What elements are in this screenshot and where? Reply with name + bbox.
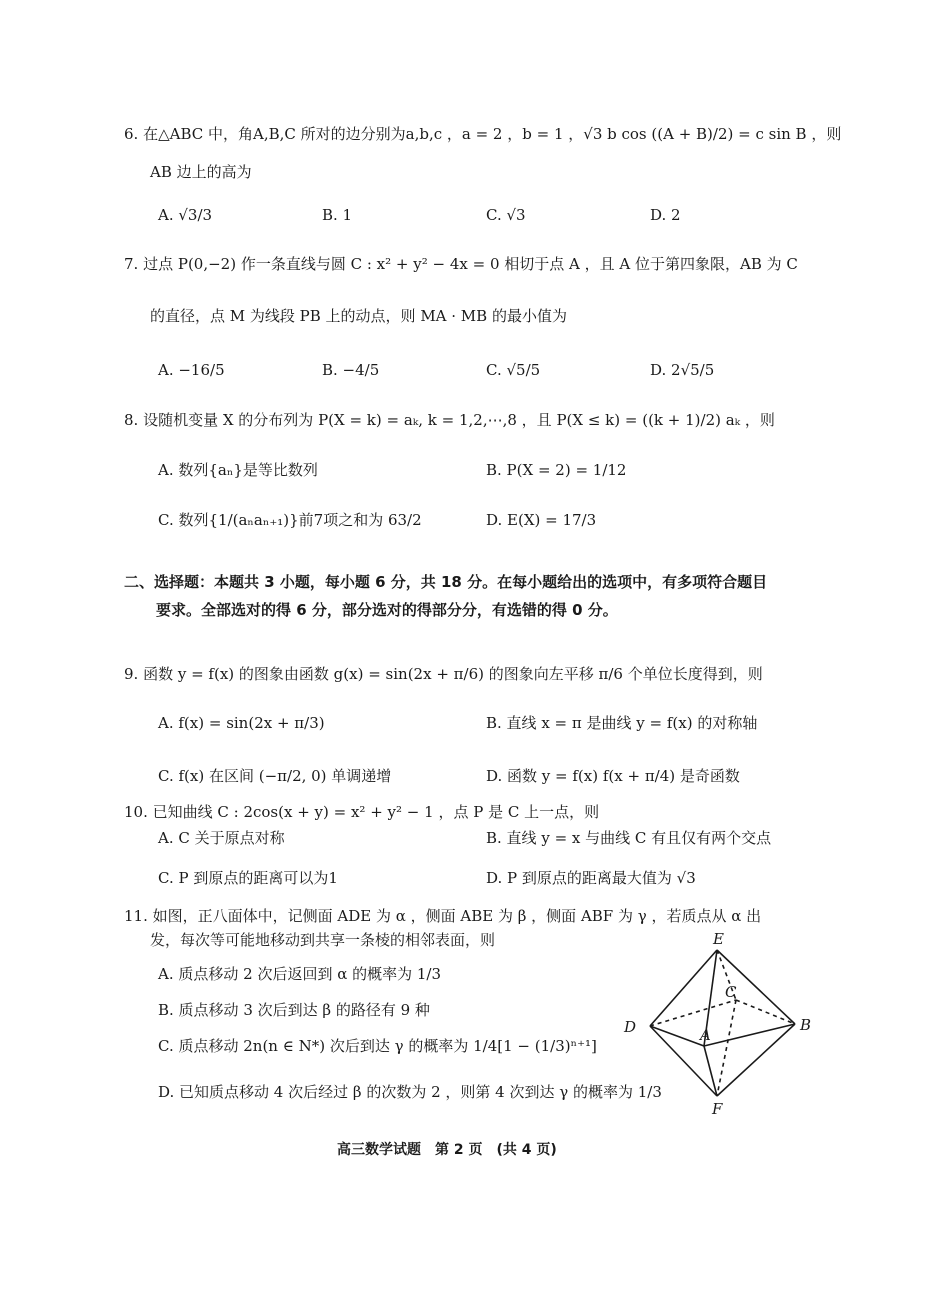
q9-option-d: D. 函数 y = f(x) f(x + π/4) 是奇函数 [486,767,740,785]
q6-stem-line1: 6. 在△ABC 中，角A,B,C 所对的边分别为a,b,c ，a = 2 ，b = 1 ，√3 b cos ((A + B)/2) = c sin B ，则 [124,125,842,143]
vertex-label-A: A [700,1026,711,1044]
vertex-label-B: B [800,1016,812,1034]
q7-stem-line1: 7. 过点 P(0,−2) 作一条直线与圆 C : x² + y² − 4x = 0 相切于点 A ，且 A 位于第四象限，AB 为 C [124,255,798,273]
q11-option-d: D. 已知质点移动 4 次后经过 β 的次数为 2 ，则第 4 次到达 γ 的概率为 1/3 [158,1083,662,1101]
q10-option-d: D. P 到原点的距离最大值为 √3 [486,869,696,887]
q8-option-a: A. 数列{aₙ}是等比数列 [158,461,318,479]
edge-DC [650,1000,736,1026]
octahedron-figure [612,928,828,1118]
q6-option-a: A. √3/3 [158,206,213,224]
vertex-label-E: E [713,930,724,948]
edge-AB [704,1024,795,1046]
q9-option-b: B. 直线 x = π 是曲线 y = f(x) 的对称轴 [486,714,758,732]
q7-option-b: B. −4/5 [322,361,380,379]
q6-stem-line2: AB 边上的高为 [150,163,252,181]
q7-option-c: C. √5/5 [486,361,541,379]
q10-option-c: C. P 到原点的距离可以为1 [158,869,338,887]
q11-option-b: B. 质点移动 3 次后到达 β 的路径有 9 种 [158,1001,430,1019]
q6-option-b: B. 1 [322,206,353,224]
page-footer: 高三数学试题 第 2 页 (共 4 页) [337,1142,557,1158]
q11-stem-line1: 11. 如图，正八面体中，记侧面 ADE 为 α ，侧面 ABE 为 β ，侧面 ABF 为 γ ，若质点从 α 出 [124,907,762,925]
q11-option-c: C. 质点移动 2n(n ∈ N*) 次后到达 γ 的概率为 1/4[1 − (1/3)ⁿ⁺¹] [158,1037,597,1055]
q8-option-d: D. E(X) = 17/3 [486,511,597,529]
q9-stem: 9. 函数 y = f(x) 的图象由函数 g(x) = sin(2x + π/6) 的图象向左平移 π/6 个单位长度得到，则 [124,665,763,683]
q6-option-d: D. 2 [650,206,681,224]
vertex-label-D: D [624,1018,637,1036]
q10-stem: 10. 已知曲线 C : 2cos(x + y) = x² + y² − 1 ，点 P 是 C 上一点，则 [124,803,600,821]
q11-stem-line2: 发，每次等可能地移动到共享一条棱的相邻表面，则 [150,931,496,949]
edge-DA [650,1026,704,1046]
edge-ED [650,950,717,1026]
q8-stem: 8. 设随机变量 X 的分布列为 P(X = k) = aₖ, k = 1,2,⋯,8 ，且 P(X ≤ k) = ((k + 1)/2) aₖ ，则 [124,411,775,429]
q6-option-c: C. √3 [486,206,526,224]
q8-option-c: C. 数列{1/(aₙaₙ₊₁)}前7项之和为 63/2 [158,511,422,529]
q7-option-d: D. 2√5/5 [650,361,715,379]
section2-line1: 二、选择题：本题共 3 小题，每小题 6 分，共 18 分。在每小题给出的选项中，有多项符合题目 [124,573,768,591]
section2-line2: 要求。全部选对的得 6 分，部分选对的得部分分，有选错的得 0 分。 [156,601,618,619]
q10-option-b: B. 直线 y = x 与曲线 C 有且仅有两个交点 [486,829,772,847]
q7-stem-line2: 的直径，点 M 为线段 PB 上的动点，则 MA · MB 的最小值为 [150,307,567,325]
q7-option-a: A. −16/5 [158,361,225,379]
edge-CB [736,1000,795,1024]
vertex-label-F: F [712,1100,723,1118]
q9-option-a: A. f(x) = sin(2x + π/3) [158,714,325,732]
q9-option-c: C. f(x) 在区间 (−π/2, 0) 单调递增 [158,767,392,785]
q11-option-a: A. 质点移动 2 次后返回到 α 的概率为 1/3 [158,965,442,983]
q10-option-a: A. C 关于原点对称 [158,829,285,847]
q8-option-b: B. P(X = 2) = 1/12 [486,461,627,479]
vertex-label-C: C [725,983,737,1001]
